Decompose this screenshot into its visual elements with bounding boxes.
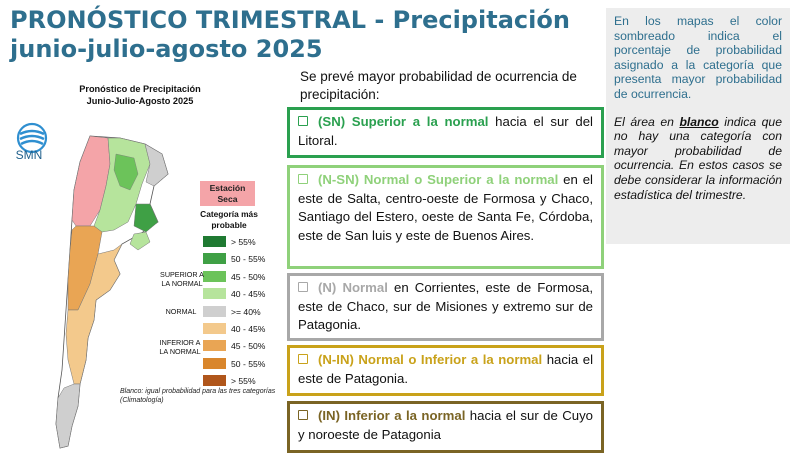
category-box-in <box>287 401 604 453</box>
legend-group-superior <box>158 270 206 288</box>
checkbox-icon <box>298 410 308 420</box>
legend-group-normal: NORMAL <box>165 307 197 316</box>
legend-swatch <box>203 236 226 247</box>
category-label: (SN) Superior a la normal <box>318 114 489 129</box>
legend-swatch <box>203 323 226 334</box>
region-superior-litoral <box>134 204 158 232</box>
intro-text: Se prevé mayor probabilidad de ocurrencia de precipitación: <box>300 69 577 102</box>
legend-item <box>203 236 283 248</box>
checkbox-icon <box>298 354 308 364</box>
page-title <box>10 6 600 64</box>
legend-swatch <box>203 288 226 299</box>
side-note-panel <box>606 8 790 244</box>
checkbox-icon <box>298 116 308 126</box>
legend-label: >= 40% <box>231 306 261 317</box>
legend-item <box>203 358 283 370</box>
dry-season-line-1: Estación <box>209 183 246 193</box>
category-text: en Corrientes, este de Formosa, este de Chaco, sur de Misiones y extremo sur de Patagonia. <box>298 280 593 333</box>
legend-label: 40 - 45% <box>231 324 266 334</box>
legend-swatch <box>203 358 226 369</box>
legend-item <box>203 375 283 387</box>
category-box-n-in <box>287 345 604 396</box>
dry-season-line-2: Seca <box>217 193 238 204</box>
group-inferior-line-1: INFERIOR A <box>159 338 201 347</box>
legend-title-line-2: probable <box>211 219 247 230</box>
title-line-1: PRONÓSTICO TRIMESTRAL - Precipitación <box>10 6 570 34</box>
legend-label: 45 - 50% <box>231 271 266 282</box>
legend-item <box>203 253 283 265</box>
group-superior-line-1: SUPERIOR A <box>160 270 204 279</box>
legend-label: 50 - 55% <box>231 254 266 265</box>
dry-season-label <box>200 181 255 206</box>
legend-title-line-1: Categoría más <box>200 209 258 219</box>
side-note-suffix: indica que no hay una categoría con mayor probabilidad de ocurrencia. En estos casos se debe considerar la información estadística del trimestre. <box>614 114 782 202</box>
map-title-line-2: Junio-Julio-Agosto 2025 <box>86 95 194 106</box>
category-label: (N-IN) Normal o Inferior a la normal <box>318 352 543 367</box>
legend-item <box>203 340 283 352</box>
legend-label: > 55% <box>231 237 256 247</box>
legend-item <box>203 306 283 318</box>
group-inferior-line-2: LA NORMAL <box>159 347 201 356</box>
legend-swatch <box>203 375 226 386</box>
category-text: hacia el este de Patagonia. <box>298 352 594 386</box>
category-label: (N) Normal <box>318 280 388 295</box>
category-box-sn <box>287 107 604 158</box>
legend-swatch <box>203 340 226 351</box>
map-title <box>56 84 224 107</box>
category-label: (N-SN) Normal o Superior a la normal <box>318 172 559 187</box>
legend-swatch <box>203 271 226 282</box>
legend-title <box>192 209 266 230</box>
map-footnote: Blanco: igual probabilidad para las tres categorías (Climatología) <box>120 388 276 404</box>
title-line-2: junio-julio-agosto 2025 <box>10 35 323 63</box>
argentina-map <box>50 134 200 454</box>
category-text: en el este de Salta, centro-oeste de Formosa y Chaco, Santiago del Estero, oeste de Santa Fe, Córdoba, este de San luis y este de Buenos Aires. <box>298 172 593 243</box>
category-box-n-sn <box>287 165 604 269</box>
category-box-n <box>287 273 604 341</box>
forecast-map-panel <box>0 64 284 465</box>
category-text: hacia el sur del Litoral. <box>298 114 593 148</box>
side-note-text-2 <box>614 115 782 203</box>
legend-swatch <box>203 306 226 317</box>
side-note-text-1: En los mapas el color sombreado indica el porcentaje de probabilidad asignado a la categoría que presenta mayor probabilidad de ocurrencia. <box>614 14 782 101</box>
side-note-bold: blanco <box>679 114 719 129</box>
legend-item <box>203 323 283 335</box>
legend-item <box>203 288 283 300</box>
legend-label: 40 - 45% <box>231 289 266 300</box>
smn-logo-text: SMN <box>15 148 43 162</box>
category-label: (IN) Inferior a la normal <box>318 408 466 423</box>
group-superior-line-2: LA NORMAL <box>161 279 203 288</box>
map-title-line-1: Pronóstico de Precipitación <box>79 84 201 94</box>
legend-swatch <box>203 253 226 264</box>
side-note-prefix: El área en <box>614 114 680 129</box>
legend-group-inferior <box>156 338 204 356</box>
legend-item <box>203 271 283 283</box>
category-text: hacia el sur de Cuyo y noroeste de Patagonia <box>298 408 593 442</box>
checkbox-icon <box>298 282 308 292</box>
legend-label: 45 - 50% <box>231 341 266 352</box>
checkbox-icon <box>298 174 308 184</box>
legend-label: 50 - 55% <box>231 358 266 369</box>
legend-label: > 55% <box>231 376 256 387</box>
